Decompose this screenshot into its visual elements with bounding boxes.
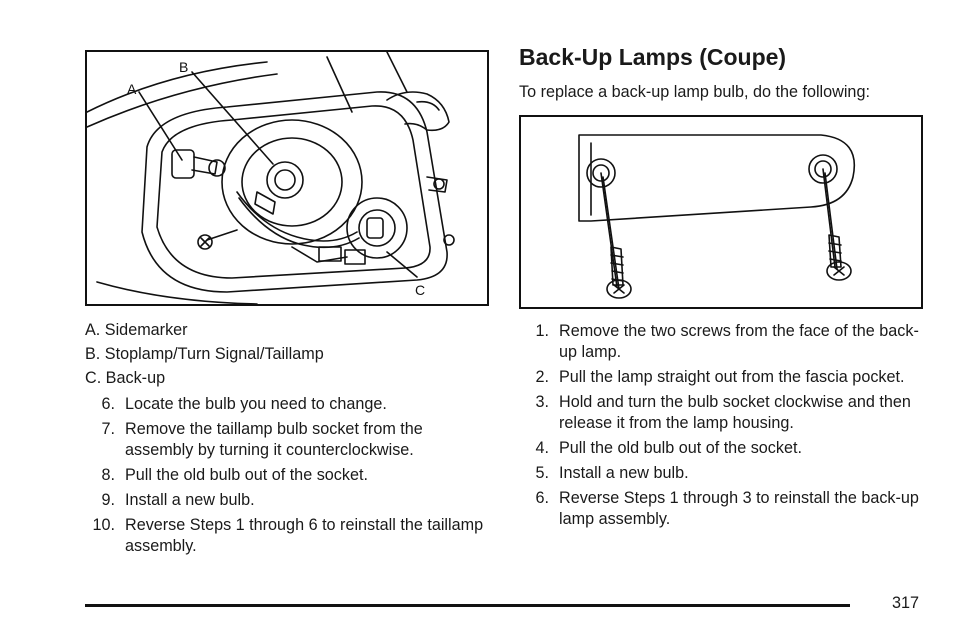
step-number: 2.: [535, 368, 549, 386]
step-text: Locate the bulb you need to change.: [125, 395, 387, 413]
step-text: Install a new bulb.: [559, 464, 689, 482]
step-item: [519, 367, 929, 388]
step-item: [519, 438, 929, 459]
step-item: [519, 392, 929, 434]
step-text: Hold and turn the bulb socket clockwise and then release it from the lamp housing.: [559, 393, 911, 432]
footer-rule: [85, 604, 850, 607]
callout-c: C: [415, 282, 426, 298]
step-item: [85, 394, 495, 415]
taillamp-steps: [85, 394, 495, 561]
section-intro: To replace a back-up lamp bulb, do the following:: [519, 83, 870, 101]
page-number: 317: [892, 594, 920, 612]
step-item: [85, 419, 495, 461]
callout-a: A: [127, 81, 137, 97]
backup-lamp-illustration: [519, 115, 923, 309]
step-item: [519, 488, 929, 530]
step-item: [85, 465, 495, 486]
step-text: Reverse Steps 1 through 6 to reinstall the taillamp assembly.: [125, 516, 484, 555]
step-text: Pull the old bulb out of the socket.: [559, 439, 802, 457]
step-number: 4.: [535, 439, 549, 457]
step-number: 10.: [92, 516, 115, 534]
step-item: [519, 463, 929, 484]
step-number: 8.: [101, 466, 115, 484]
caption-b: B. Stoplamp/Turn Signal/Taillamp: [85, 345, 324, 363]
callout-b: B: [179, 59, 189, 75]
step-number: 6.: [101, 395, 115, 413]
section-title: Back-Up Lamps (Coupe): [519, 44, 787, 70]
step-item: [85, 490, 495, 511]
step-number: 3.: [535, 393, 549, 411]
taillamp-drawing: [87, 52, 487, 304]
step-number: 6.: [535, 489, 549, 507]
step-text: Pull the lamp straight out from the fascia pocket.: [559, 368, 905, 386]
step-text: Reverse Steps 1 through 3 to reinstall the back-up lamp assembly.: [559, 489, 919, 528]
taillamp-assembly-illustration: [85, 50, 489, 306]
backup-lamp-steps: [519, 321, 929, 534]
backup-lamp-drawing: [521, 117, 921, 307]
figure-captions: [85, 318, 495, 390]
step-text: Install a new bulb.: [125, 491, 255, 509]
step-number: 7.: [101, 420, 115, 438]
step-number: 5.: [535, 464, 549, 482]
step-text: Remove the taillamp bulb socket from the assembly by turning it counterclockwise.: [125, 420, 423, 459]
step-item: [85, 515, 495, 557]
caption-c: C. Back-up: [85, 369, 166, 387]
step-number: 9.: [101, 491, 115, 509]
step-text: Remove the two screws from the face of the back-up lamp.: [559, 322, 919, 361]
caption-a: A. Sidemarker: [85, 321, 188, 339]
step-text: Pull the old bulb out of the socket.: [125, 466, 368, 484]
step-item: [519, 321, 929, 363]
step-number: 1.: [535, 322, 549, 340]
